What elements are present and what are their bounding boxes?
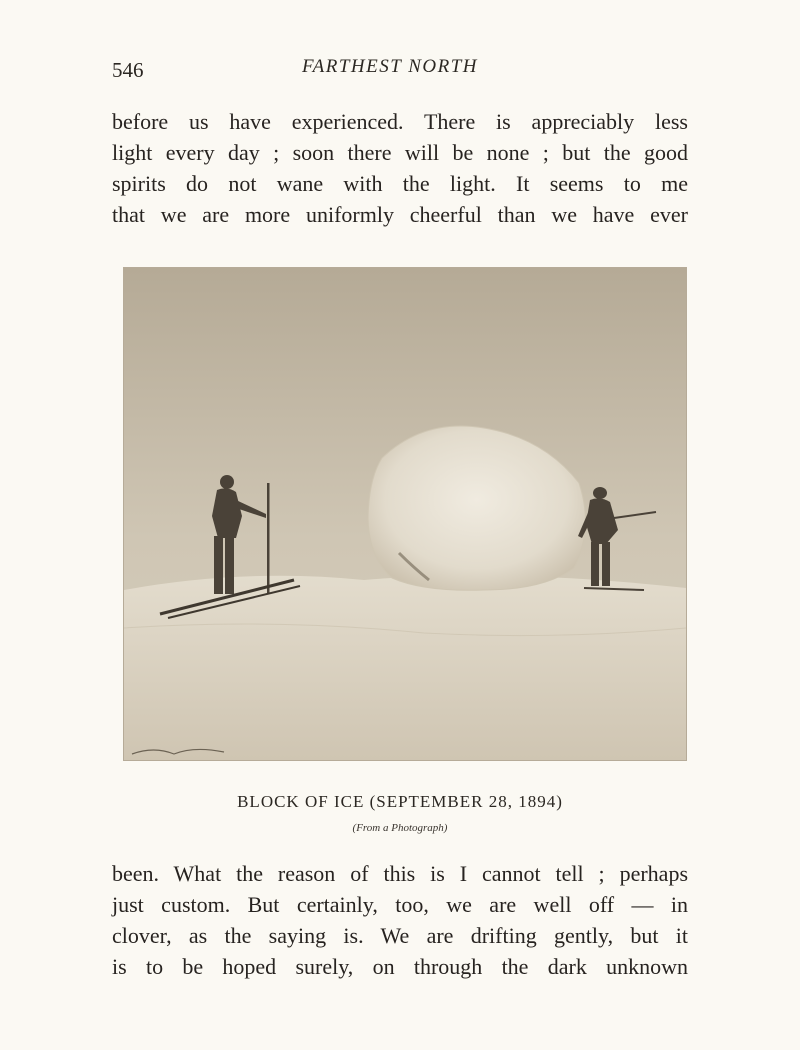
page-header — [112, 56, 692, 84]
figure-subcaption: (From a Photograph) — [352, 822, 448, 834]
running-title: FARTHEST NORTH — [302, 56, 479, 77]
text-line: that we are more uniformly cheerful than we have ever — [112, 202, 688, 227]
text-line: been. What the reason of this is I cannot tell ; perhaps — [112, 861, 688, 886]
text-line: just custom. But certainly, too, we are well off — in — [112, 892, 688, 917]
photograph-block-of-ice — [123, 267, 687, 761]
text-line: is to be hoped surely, on through the dark unknown — [112, 954, 688, 979]
figure-caption: BLOCK OF ICE (SEPTEMBER 28, 1894) — [237, 792, 563, 811]
text-line: spirits do not wane with the light. It seems to me — [112, 171, 688, 196]
text-line: before us have experienced. There is appreciably less — [112, 109, 688, 134]
page-number: 546 — [112, 58, 144, 82]
body-text-bottom — [112, 858, 688, 982]
body-text-top — [112, 106, 688, 230]
text-line: clover, as the saying is. We are drifting gently, but it — [112, 923, 688, 948]
photograph-illustration — [124, 268, 686, 760]
text-line: light every day ; soon there will be none ; but the good — [112, 140, 688, 165]
